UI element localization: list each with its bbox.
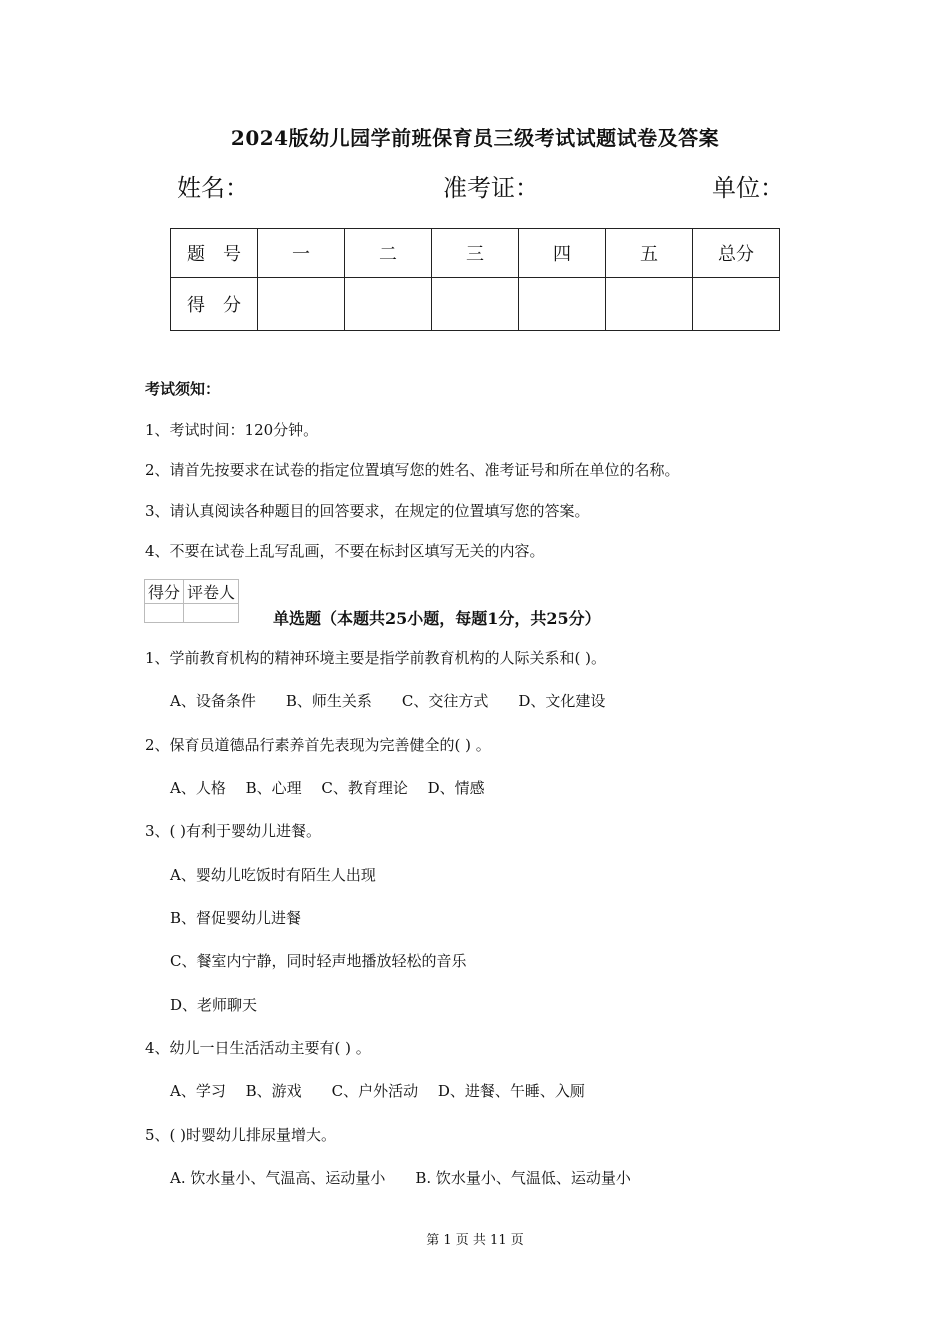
grader-reviewer-label: 评卷人 (184, 580, 239, 604)
page-title: 2024版幼儿园学前班保育员三级考试试题试卷及答案 (230, 126, 720, 150)
notice-item: 4、不要在试卷上乱写乱画，不要在标封区填写无关的内容。 (145, 542, 545, 560)
score-input-cell[interactable] (432, 278, 519, 331)
score-header-cell: 四 (519, 229, 606, 278)
score-header-cell: 题 号 (171, 229, 258, 278)
score-header-cell: 总分 (693, 229, 780, 278)
grader-box (144, 579, 239, 623)
notice-title: 考试须知： (145, 380, 221, 398)
question-text: 4、幼儿一日生活活动主要有( ) 。 (145, 1039, 371, 1057)
score-header-cell: 五 (606, 229, 693, 278)
notice-item: 3、请认真阅读各种题目的回答要求，在规定的位置填写您的答案。 (145, 502, 590, 520)
score-table-score-row (171, 278, 780, 331)
question-text: 5、( )时婴幼儿排尿量增大。 (145, 1126, 337, 1144)
section-title: 单选题（本题共25小题，每题1分，共25分） (273, 609, 601, 628)
question-option: D、老师聊天 (170, 996, 258, 1014)
score-row-label: 得 分 (171, 278, 258, 331)
grader-score-label: 得分 (145, 580, 184, 604)
page-footer: 第 1 页 共 11 页 (426, 1233, 524, 1248)
question-options: A、学习 B、游戏 C、户外活动 D、进餐、午睡、入厕 (170, 1082, 585, 1100)
score-header-cell: 三 (432, 229, 519, 278)
score-input-cell[interactable] (606, 278, 693, 331)
score-header-cell: 二 (345, 229, 432, 278)
unit-field-label: 单位： (712, 174, 784, 202)
question-text: 1、学前教育机构的精神环境主要是指学前教育机构的人际关系和( )。 (145, 649, 607, 667)
exam-id-field-label: 准考证： (443, 174, 539, 202)
name-field-label: 姓名： (177, 174, 249, 202)
score-input-cell[interactable] (693, 278, 780, 331)
score-input-cell[interactable] (345, 278, 432, 331)
score-table (170, 228, 780, 331)
score-header-cell: 一 (258, 229, 345, 278)
score-input-cell[interactable] (519, 278, 606, 331)
question-text: 2、保育员道德品行素养首先表现为完善健全的( ) 。 (145, 736, 491, 754)
grader-reviewer-cell[interactable] (184, 604, 239, 623)
question-option: C、餐室内宁静，同时轻声地播放轻松的音乐 (170, 952, 467, 970)
notice-item: 2、请首先按要求在试卷的指定位置填写您的姓名、准考证号和所在单位的名称。 (145, 461, 680, 479)
question-text: 3、( )有利于婴幼儿进餐。 (145, 822, 322, 840)
question-options: A. 饮水量小、气温高、运动量小 B. 饮水量小、气温低、运动量小 (170, 1169, 631, 1187)
question-option: B、督促婴幼儿进餐 (170, 909, 302, 927)
question-option: A、婴幼儿吃饭时有陌生人出现 (170, 866, 376, 884)
score-table-header-row (171, 229, 780, 278)
question-options: A、设备条件 B、师生关系 C、交往方式 D、文化建设 (170, 692, 606, 710)
grader-score-cell[interactable] (145, 604, 184, 623)
notice-item: 1、考试时间：120分钟。 (145, 421, 319, 439)
question-options: A、人格 B、心理 C、教育理论 D、情感 (170, 779, 485, 797)
score-input-cell[interactable] (258, 278, 345, 331)
